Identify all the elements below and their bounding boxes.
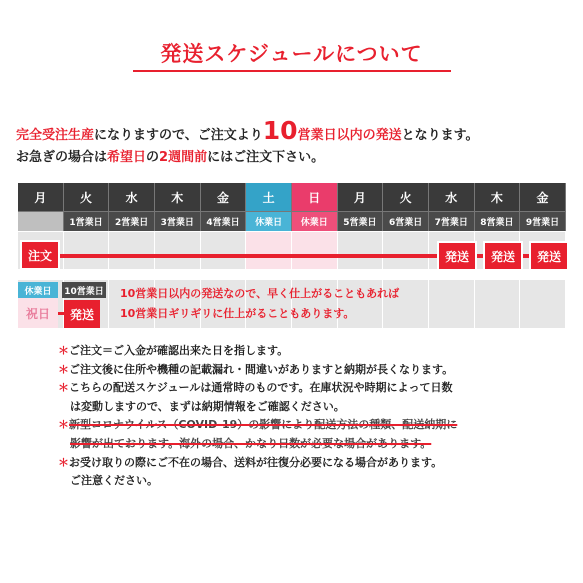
ten-business-days-label: 10営業日 [62,282,106,298]
business-day-cell: 7営業日 [429,211,475,231]
footnote-item [58,361,568,380]
timeline-cell [201,231,247,269]
footnote-item [58,342,568,361]
intro-line-2 [16,146,324,165]
footnote-item [58,454,568,473]
weekday-cell: 火 [64,183,110,211]
intro-made-to-order: 完全受注生産 [16,128,95,143]
title-underline [133,70,451,72]
business-day-cell: 9営業日 [520,211,566,231]
weekday-cell-sunday: 日 [292,183,338,211]
timeline-cell [292,231,338,269]
footnote-continuation: は変動しますので、まずは納期情報をご確認ください。 [70,399,345,413]
footnote-continuation: ご注意ください。 [70,474,158,488]
asterisk-icon: ＊ [58,381,69,395]
business-day-cell [18,211,64,231]
weekday-cell: 金 [520,183,566,211]
asterisk-icon: ＊ [58,362,69,376]
footnote-text: ご注文＝ご入金が確認出来た日を指します。 [69,344,289,357]
weekday-cell: 月 [18,183,64,211]
footnote-item-struck [58,416,568,435]
asterisk-icon: ＊ [58,418,69,432]
order-tag: 注文 [20,240,60,270]
holiday-cell-sunday: 休業日 [292,211,338,231]
timeline-cell [109,231,155,269]
weekday-cell-saturday: 土 [246,183,292,211]
footnote-text: こちらの配送スケジュールは通常時のものです。在庫状況や時期によって日数 [69,381,453,395]
footnote-continuation-struck [58,435,568,454]
national-holiday-label: 祝日 [18,298,58,328]
note-line-1: 10営業日以内の発送なので、早く仕上がることもあれば [120,287,400,300]
business-day-cell: 3営業日 [155,211,201,231]
timeline-cell [64,231,110,269]
timeline-cell [155,231,201,269]
footnote-struck-text: 新型コロナウイルス（COVID-19）の影響により配送方法の種類、配送納期に [69,418,458,432]
business-day-cell: 2営業日 [109,211,155,231]
weekday-cell: 水 [429,183,475,211]
business-day-cell: 1営業日 [64,211,110,231]
timeline-cell [383,231,429,269]
page-title: 発送スケジュールについて [160,42,423,66]
intro-desired-date: 希望日 [107,150,147,165]
timeline-cell [246,231,292,269]
ship-tag: 発送 [437,241,477,271]
intro-line-1 [16,116,479,145]
intro-text-end: となります。 [401,128,479,143]
weekday-cell: 木 [155,183,201,211]
timeline-cell [338,231,384,269]
intro-ship-within: 営業日以内の発送 [297,128,402,143]
business-day-cell: 5営業日 [338,211,384,231]
footnote-text: お受け取りの際にご不在の場合、送料が往復分必要になる場合があります。 [69,455,443,469]
footnote-text: ご注文後に住所や機種の記載漏れ・間違いがありますと納期が長くなります。 [69,362,454,376]
weekday-cell: 水 [109,183,155,211]
ship-tag: 発送 [529,241,569,271]
weekday-cell: 木 [475,183,521,211]
holiday-ship-tag: 発送 [64,300,100,328]
holiday-cell-saturday: 休業日 [246,211,292,231]
footnotes [58,342,568,491]
intro-two-weeks: 2週間前 [159,150,208,165]
weekday-row [18,183,566,211]
intro-ten: 10 [262,116,298,145]
weekday-cell: 火 [383,183,429,211]
business-day-cell: 6営業日 [383,211,429,231]
note-line-2: 10営業日ギリギリに仕上がることもあります。 [120,307,355,320]
business-day-cell: 8営業日 [475,211,521,231]
weekday-cell: 月 [338,183,384,211]
asterisk-icon: ＊ [58,455,69,469]
intro-text: になりますので、ご注文より [94,128,263,143]
asterisk-icon: ＊ [58,344,69,357]
holiday-label: 休業日 [18,282,58,298]
business-day-cell: 4営業日 [201,211,247,231]
intro-hurry: お急ぎの場合は [16,150,108,165]
intro-order-please: にはご注文下さい。 [207,150,325,165]
footnote-struck-text: 影響が出ております。海外の場合、かなり日数が必要な場合があります。 [70,436,432,450]
weekday-cell: 金 [201,183,247,211]
footnote-item [58,379,568,398]
intro-no: の [146,150,160,165]
business-day-row [18,211,566,231]
ship-tag: 発送 [483,241,523,271]
